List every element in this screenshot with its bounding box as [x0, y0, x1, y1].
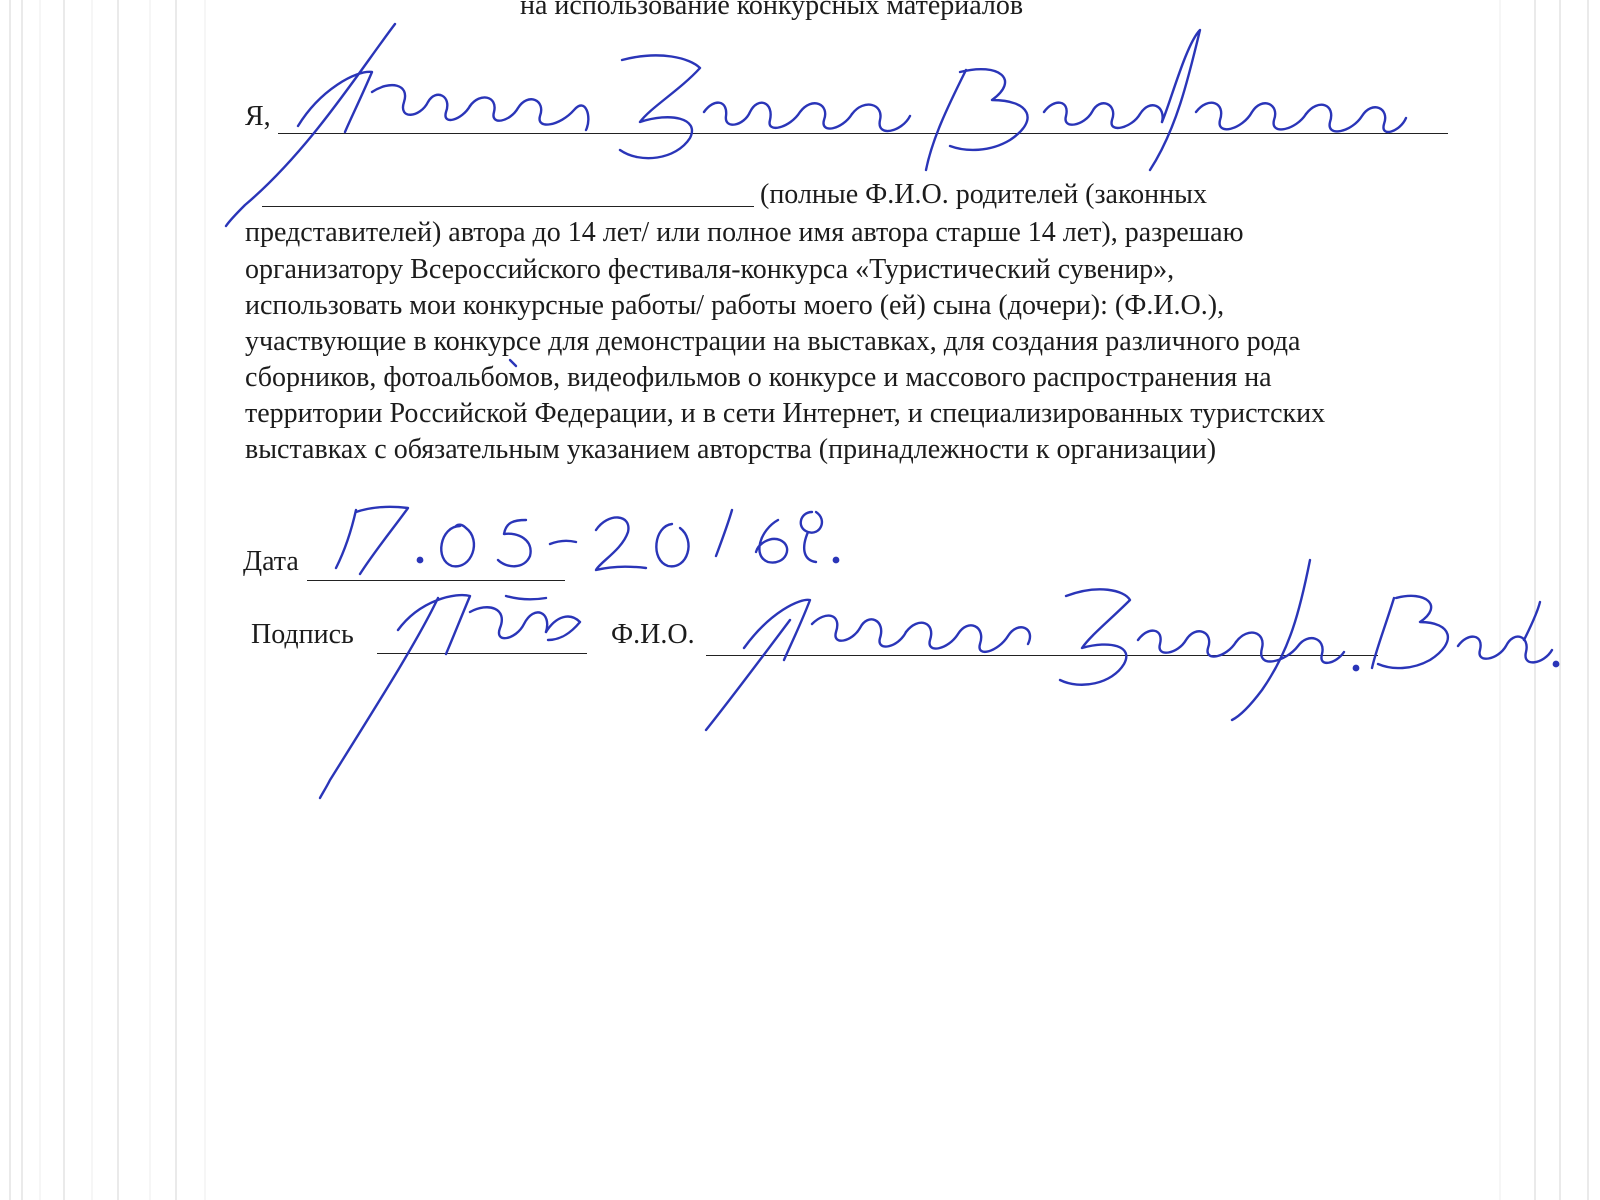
ya-label: Я, [245, 101, 271, 132]
date-label: Дата [243, 546, 299, 577]
name-continuation-underline [262, 206, 754, 207]
handwritten-signature [320, 595, 580, 798]
body-line-1: представителей) автора до 14 лет/ или полное имя автора старше 14 лет), разрешаю [245, 217, 1244, 248]
body-line-4: участвующие в конкурсе для демонстрации на выставках, для создания различного рода [245, 326, 1301, 357]
body-line-7: выставках с обязательным указанием авторства (принадлежности к организации) [245, 434, 1217, 465]
handwritten-date [336, 507, 838, 574]
date-underline [307, 580, 565, 581]
body-line-2: организатору Всероссийского фестиваля-конкурса «Туристический сувенир», [245, 254, 1175, 285]
fio-label: Ф.И.О. [611, 619, 695, 650]
handwritten-fio [706, 560, 1558, 730]
document-heading: на использование конкурсных материалов [520, 0, 1024, 21]
name-underline [278, 133, 1448, 134]
signature-label: Подпись [251, 619, 354, 650]
fio-hint-text: (полные Ф.И.О. родителей (законных [760, 179, 1207, 210]
body-line-5: сборников, фотоальбомов, видеофильмов о конкурсе и массового распространения на [245, 362, 1272, 393]
body-line-3: использовать мои конкурсные работы/ работы моего (ей) сына (дочери): (Ф.И.О.), [245, 290, 1225, 321]
fio-underline [706, 655, 1378, 656]
body-line-6: территории Российской Федерации, и в сети Интернет, и специализированных туристских [245, 398, 1326, 429]
signature-underline [377, 653, 587, 654]
